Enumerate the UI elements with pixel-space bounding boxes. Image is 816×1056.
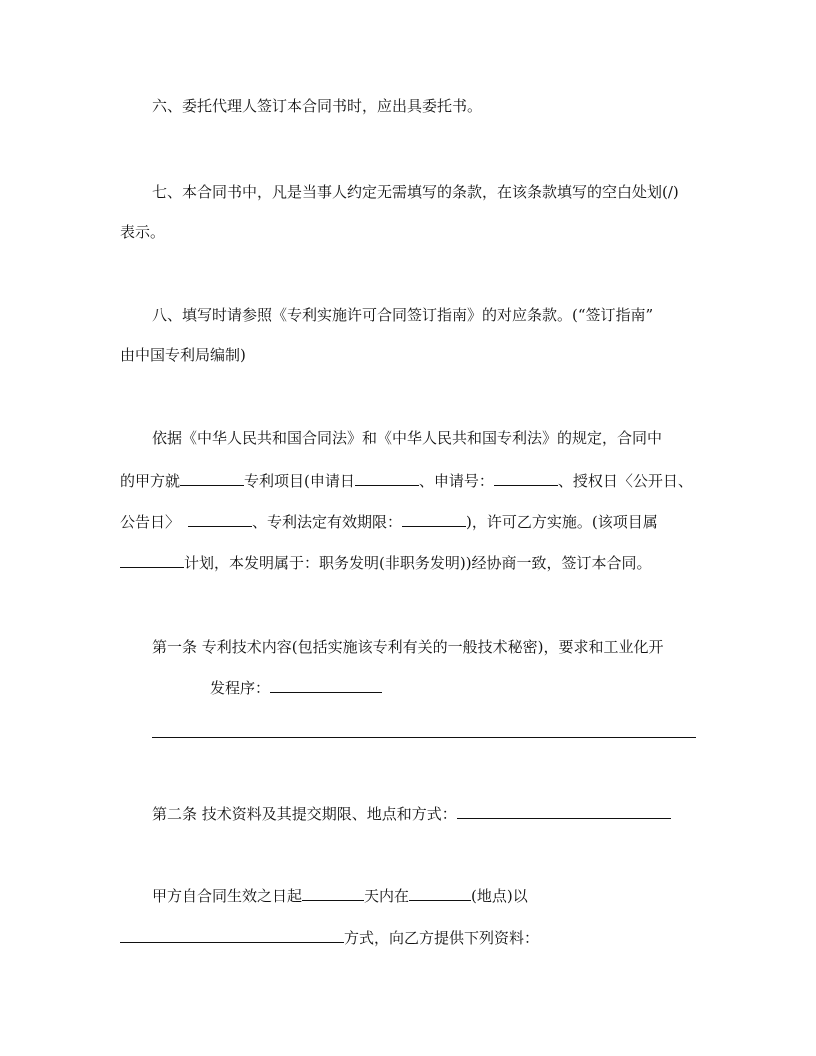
preamble-line3 xyxy=(120,512,658,532)
delivery-text: 天内在 xyxy=(364,887,410,905)
patent-project-blank[interactable] xyxy=(180,471,244,486)
tech-data-delivery-blank[interactable] xyxy=(457,804,671,819)
delivery-text: (地点)以 xyxy=(471,887,528,905)
plan-blank[interactable] xyxy=(120,553,184,568)
clause-8-line2: 由中国专利局编制) xyxy=(120,346,246,364)
grant-date-blank[interactable] xyxy=(188,512,252,527)
delivery-line2 xyxy=(120,928,539,948)
delivery-text: 方式，向乙方提供下列资料： xyxy=(344,929,540,947)
preamble-text: 、专利法定有效期限： xyxy=(252,513,403,531)
article-1-line1: 第一条 专利技术内容(包括实施该专利有关的一般技术秘密)，要求和工业化开 xyxy=(152,638,664,656)
preamble-text: 、授权日〈公开日、 xyxy=(557,472,693,490)
delivery-method-blank[interactable] xyxy=(120,928,344,943)
preamble-text: 公告日〉 xyxy=(120,513,181,531)
preamble-text: 的甲方就 xyxy=(120,472,181,490)
clause-7-line2: 表示。 xyxy=(120,223,166,241)
clause-7-line1: 七、本合同书中，凡是当事人约定无需填写的条款，在该条款填写的空白处划(/) xyxy=(152,183,679,201)
article-1-label: 发程序： xyxy=(210,679,271,697)
preamble-line2 xyxy=(120,471,693,491)
preamble-text: 、申请号： xyxy=(418,472,494,490)
preamble-line4 xyxy=(120,553,652,573)
delivery-text: 甲方自合同生效之日起 xyxy=(152,887,303,905)
preamble-text: 专利项目(申请日 xyxy=(244,472,355,490)
application-number-blank[interactable] xyxy=(494,471,558,486)
preamble-line1: 依据《中华人民共和国合同法》和《中华人民共和国专利法》的规定，合同中 xyxy=(152,429,663,447)
article-1-fill-line[interactable] xyxy=(152,737,696,738)
location-blank[interactable] xyxy=(409,886,471,901)
article-2-label: 第二条 技术资料及其提交期限、地点和方式： xyxy=(152,805,457,823)
clause-6: 六、委托代理人签订本合同书时，应出具委托书。 xyxy=(152,97,483,115)
article-2-line xyxy=(152,804,671,824)
validity-period-blank[interactable] xyxy=(402,512,466,527)
development-procedure-blank[interactable] xyxy=(270,678,382,693)
clause-8-line1: 八、填写时请参照《专利实施许可合同签订指南》的对应条款。(“签订指南” xyxy=(152,306,654,324)
article-1-line2 xyxy=(210,678,382,698)
delivery-line1 xyxy=(152,886,528,906)
preamble-text: 计划，本发明属于：职务发明(非职务发明))经协商一致，签订本合同。 xyxy=(184,554,652,572)
application-date-blank[interactable] xyxy=(355,471,419,486)
preamble-text: )，许可乙方实施。(该项目属 xyxy=(466,513,658,531)
days-blank[interactable] xyxy=(302,886,364,901)
